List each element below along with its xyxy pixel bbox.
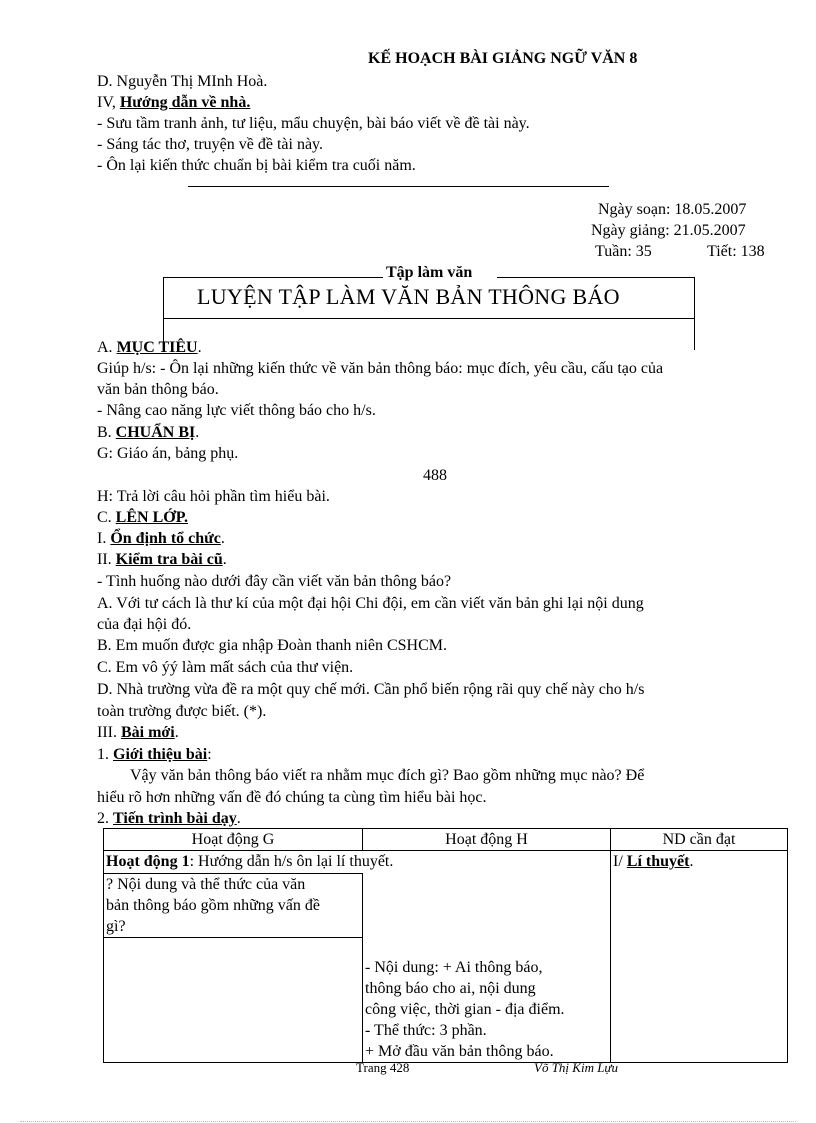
option-a-line-2: của đại hội đó. <box>97 616 192 633</box>
title-box-right-edge <box>694 277 695 350</box>
section-i-prefix: I. <box>97 530 107 547</box>
h-answer-line-4: - Thể thức: 3 phần. <box>365 1021 487 1039</box>
intro-line-2: hiểu rõ hơn những vấn đề đó chúng ta cùng tìm hiểu bài học. <box>97 789 487 806</box>
subsection-2-prefix: 2. <box>97 810 109 827</box>
footer-author: Võ Thị Kim Lựu <box>534 1060 619 1075</box>
section-a-prefix: A. <box>97 339 113 356</box>
period-number: Tiết: 138 <box>707 243 765 260</box>
review-question: - Tình huống nào dưới đây cần viết văn bản thông báo? <box>97 573 452 590</box>
h-answer-line-5: + Mở đầu văn bản thông báo. <box>365 1042 554 1060</box>
section-iv-number: IV, <box>97 94 116 111</box>
h-answer-cell <box>363 873 611 1063</box>
subsection-2-heading: 2. Tiến trình bài dạy. <box>97 810 241 827</box>
option-c: C. Em vô ýý làm mất sách của thư viện. <box>97 659 354 676</box>
lesson-plan-table <box>103 828 788 1063</box>
lesson-category: Tập làm văn <box>386 264 473 281</box>
objective-line-1: Giúp h/s: - Ôn lại những kiến thức về văn bản thông báo: mục đích, yêu cầu, cấu tạo của <box>97 360 664 377</box>
title-box-top-left <box>163 277 383 278</box>
section-i-heading: I. Ổn định tổ chức. <box>97 530 225 547</box>
h-answer-line-3: công việc, thời gian - địa điểm. <box>365 1000 565 1018</box>
option-a-line-1: A. Với tư cách là thư kí của một đại hội Chi đội, em cần viết văn bản ghi lại nội dung <box>97 595 644 612</box>
section-iii-title: Bài mới <box>120 724 175 741</box>
inline-page-number: 488 <box>423 467 447 484</box>
activity-1-label: Hoạt động 1 <box>106 853 190 870</box>
separator-line <box>188 186 609 187</box>
prep-student: H: Trả lời câu hỏi phần tìm hiểu bài. <box>97 488 330 505</box>
section-iii-heading: III. Bài mới. <box>97 724 179 741</box>
homework-item-2: - Sáng tác thơ, truyện về đề tài này. <box>97 136 324 153</box>
section-i-title: Ổn định tổ chức <box>110 530 221 547</box>
section-c-title: LÊN LỚP. <box>115 509 188 526</box>
objective-line-3: - Nâng cao năng lực viết thông báo cho h/s. <box>97 402 376 419</box>
document-header-title: KẾ HOẠCH BÀI GIẢNG NGỮ VĂN 8 <box>368 50 638 67</box>
subsection-1-heading: 1. Giới thiệu bài: <box>97 746 212 763</box>
intro-line-1: Vậy văn bản thông báo viết ra nhằm mục đích gì? Bao gồm những mục nào? Để <box>130 767 645 784</box>
table-header-nd: ND cần đạt <box>611 829 788 851</box>
section-ii-prefix: II. <box>97 551 112 568</box>
g-question-line-2: bản thông báo gồm những vấn đề <box>106 896 320 914</box>
page-bottom-border <box>20 1121 796 1122</box>
date-soan: Ngày soạn: 18.05.2007 <box>598 201 747 218</box>
table-header-h: Hoạt động H <box>363 829 611 851</box>
title-box-left-edge <box>163 277 164 342</box>
option-d-line-2: toàn trường được biết. (*). <box>97 703 267 720</box>
week-number: Tuần: 35 <box>595 243 652 260</box>
nd-title: Lí thuyết <box>626 853 690 870</box>
activity-1-text: : Hướng dẫn h/s ôn lại lí thuyết. <box>189 853 394 870</box>
section-c-prefix: C. <box>97 509 112 526</box>
g-question-cell <box>104 873 363 1063</box>
subsection-1-title: Giới thiệu bài <box>113 746 208 763</box>
h-answer-line-1: - Nội dung: + Ai thông báo, <box>365 958 543 976</box>
title-box-bottom <box>163 318 695 319</box>
g-question-line-1: ? Nội dung và thể thức của văn <box>106 875 306 893</box>
section-b-heading: B. CHUẨN BỊ. <box>97 424 200 441</box>
nd-label: I/ <box>613 853 623 870</box>
prev-option-d: D. Nguyễn Thị MInh Hoà. <box>97 73 268 90</box>
option-b: B. Em muốn được gia nhập Đoàn thanh niên CSHCM. <box>97 637 447 654</box>
option-d-line-1: D. Nhà trường vừa đề ra một quy chế mới. Cần phổ biến rộng rãi quy chế này cho h/s <box>97 681 645 698</box>
homework-item-3: - Ôn lại kiến thức chuẩn bị bài kiểm tra cuối năm. <box>97 157 416 174</box>
section-iv-heading <box>97 95 250 111</box>
activity-1-cell <box>104 851 611 873</box>
section-a-heading: A. MỤC TIÊU. <box>97 339 202 356</box>
prep-teacher: G: Giáo án, bảng phụ. <box>97 445 239 462</box>
section-iv-title: Hướng dẫn về nhà. <box>119 94 251 111</box>
date-giang: Ngày giảng: 21.05.2007 <box>591 222 746 239</box>
h-answer-line-2: thông báo cho ai, nội dung <box>365 979 536 997</box>
section-ii-heading: II. Kiểm tra bài cũ. <box>97 551 227 568</box>
section-c-heading <box>97 510 188 526</box>
table-header-g: Hoạt động G <box>104 829 363 851</box>
lesson-title: LUYỆN TẬP LÀM VĂN BẢN THÔNG BÁO <box>197 284 620 309</box>
subsection-2-title: Tiến trình bài dạy <box>113 810 237 827</box>
title-box-top-right <box>497 277 695 278</box>
section-ii-title: Kiểm tra bài cũ <box>115 551 223 568</box>
footer-page: Trang 428 <box>356 1060 410 1075</box>
section-a-title: MỤC TIÊU <box>116 339 198 356</box>
objective-line-2: văn bản thông báo. <box>97 381 219 398</box>
section-b-prefix: B. <box>97 424 112 441</box>
section-b-title: CHUẨN BỊ <box>115 424 196 441</box>
homework-item-1: - Sưu tầm tranh ảnh, tư liệu, mẩu chuyện, bài báo viết về đề tài này. <box>97 115 530 132</box>
nd-cell: I/ Lí thuyết. <box>611 851 788 1063</box>
section-iii-prefix: III. <box>97 724 117 741</box>
subsection-1-prefix: 1. <box>97 746 109 763</box>
g-question-line-3: gì? <box>106 917 126 935</box>
